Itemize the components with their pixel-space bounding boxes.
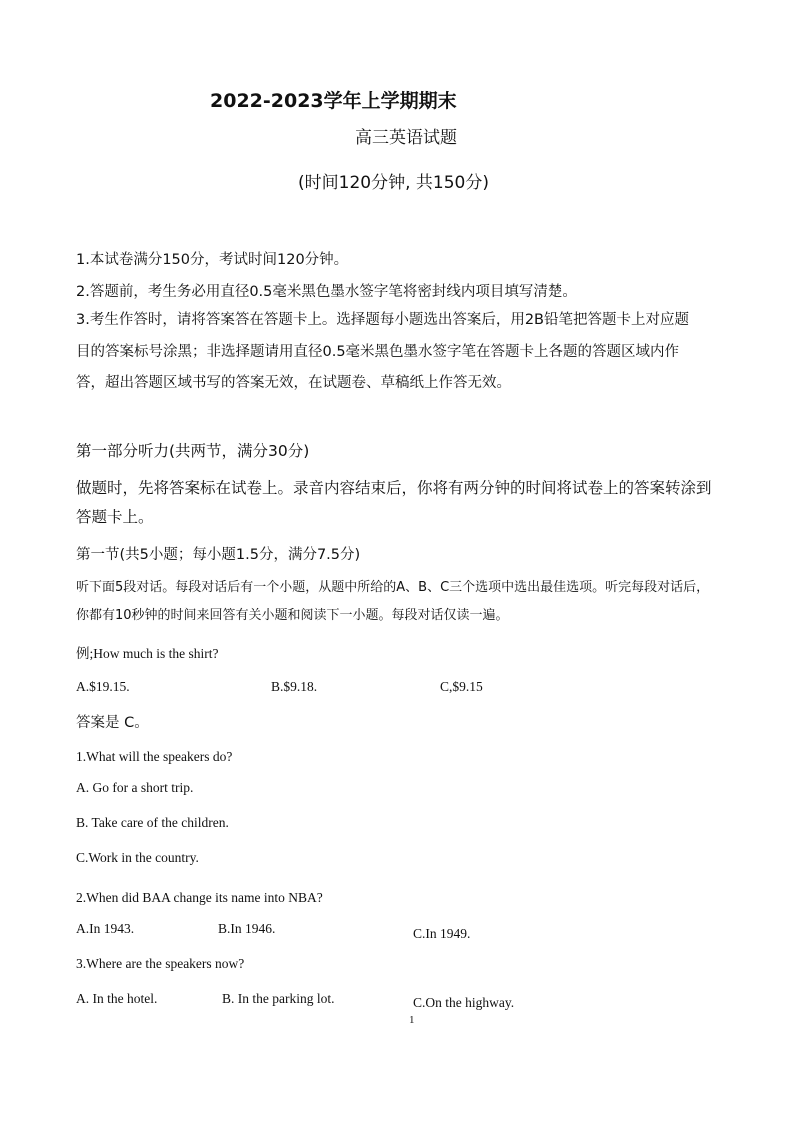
example-option-c: C,$9.15 — [440, 679, 483, 694]
section1-desc-line1: 听下面5段对话。每段对话后有一个小题，从题中所给的A、B、C三个选项中选出最佳选项。听完每段对话后， — [76, 580, 710, 595]
example-option-a: A.$19.15. — [76, 679, 130, 694]
question-3-stem: 3.Where are the speakers now? — [76, 956, 245, 971]
question-2-option-b: B.In 1946. — [218, 921, 276, 936]
question-1-stem: 1.What will the speakers do? — [76, 749, 233, 764]
question-2-option-c: C.In 1949. — [413, 926, 471, 941]
instruction-1: 1.本试卷满分150分，考试时间120分钟。 — [76, 252, 349, 268]
example-question: 例;How much is the shirt? — [76, 646, 219, 661]
exam-title: 2022-2023学年上学期期末 — [210, 90, 457, 112]
example-answer: 答案是 C。 — [76, 715, 149, 731]
question-1-option-c: C.Work in the country. — [76, 850, 199, 865]
part1-desc-line2: 答题卡上。 — [76, 508, 154, 526]
question-2-option-a: A.In 1943. — [76, 921, 135, 936]
part1-heading: 第一部分听力(共两节，满分30分) — [76, 442, 310, 460]
instruction-3-line1: 3.考生作答时，请将答案答在答题卡上。选择题每小题选出答案后，用2B铅笔把答题卡上对应题 — [76, 312, 690, 328]
instruction-2: 2.答题前，考生务必用直径0.5毫米黑色墨水签字笔将密封线内项目填写清楚。 — [76, 284, 577, 300]
question-3-option-b: B. In the parking lot. — [222, 991, 335, 1006]
exam-subject: 高三英语试题 — [355, 128, 457, 148]
example-option-b: B.$9.18. — [271, 679, 318, 694]
question-1-option-b: B. Take care of the children. — [76, 815, 229, 830]
question-2-stem: 2.When did BAA change its name into NBA? — [76, 890, 323, 905]
question-1-option-a: A. Go for a short trip. — [76, 780, 194, 795]
exam-time-note: (时间120分钟, 共150分) — [298, 173, 489, 193]
instruction-3-line2: 目的答案标号涂黑；非选择题请用直径0.5毫米黑色墨水签字笔在答题卡上各题的答题区域内作 — [76, 344, 680, 360]
section1-desc-line2: 你都有10秒钟的时间来回答有关小题和阅读下一小题。每段对话仅读一遍。 — [76, 608, 509, 623]
question-3-option-a: A. In the hotel. — [76, 991, 158, 1006]
section1-heading: 第一节(共5小题；每小题1.5分，满分7.5分) — [76, 547, 361, 563]
part1-desc-line1: 做题时，先将答案标在试卷上。录音内容结束后，你将有两分钟的时间将试卷上的答案转涂到 — [76, 479, 712, 497]
question-3-option-c: C.On the highway. — [413, 995, 515, 1010]
page-number: 1 — [409, 1014, 415, 1026]
instruction-3-line3: 答，超出答题区域书写的答案无效，在试题卷、草稿纸上作答无效。 — [76, 375, 511, 391]
